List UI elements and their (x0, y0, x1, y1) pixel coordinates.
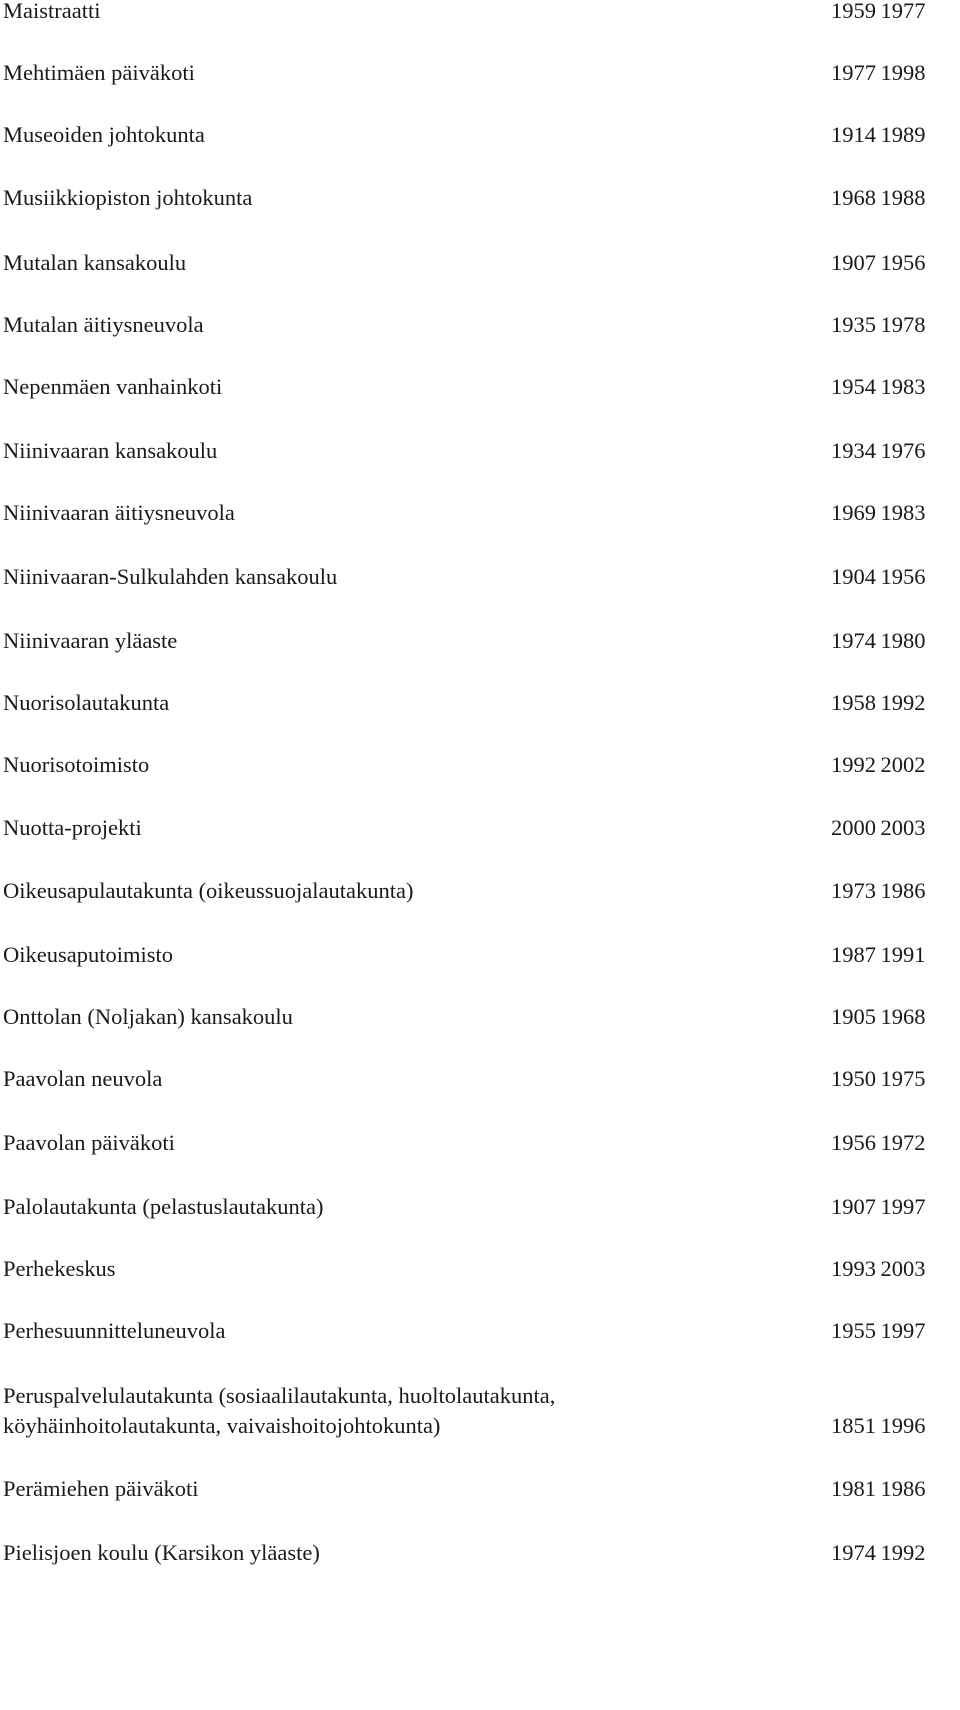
entry-name: Nuorisotoimisto (3, 752, 150, 777)
entry-years: 1904 1956 (831, 564, 926, 589)
entry-years: 1935 1978 (831, 312, 926, 337)
entry-years: 1974 1980 (831, 628, 926, 653)
entry-name: Mutalan äitiysneuvola (3, 312, 204, 337)
entry-name: Pielisjoen koulu (Karsikon yläaste) (3, 1540, 320, 1565)
entry-years: 1969 1983 (831, 500, 926, 525)
entry-years: 1955 1997 (831, 1318, 926, 1343)
entry-name: Perämiehen päiväkoti (3, 1476, 199, 1501)
entry-name: Perhesuunnitteluneuvola (3, 1318, 226, 1343)
entry-years: 1907 1956 (831, 250, 926, 275)
entry-name: Perhekeskus (3, 1256, 116, 1281)
entry-years: 1993 2003 (831, 1256, 926, 1281)
entry-name: Niinivaaran yläaste (3, 628, 178, 653)
entry-years: 1974 1992 (831, 1540, 926, 1565)
entry-name: Niinivaaran kansakoulu (3, 438, 218, 463)
entry-years: 1934 1976 (831, 438, 926, 463)
entry-years: 1907 1997 (831, 1194, 926, 1219)
entry-name: Nuotta-projekti (3, 815, 142, 840)
entry-years: 1954 1983 (831, 374, 926, 399)
entry-name: Niinivaaran äitiysneuvola (3, 500, 235, 525)
entry-name: Musiikkiopiston johtokunta (3, 185, 253, 210)
entry-years: 1977 1998 (831, 60, 926, 85)
entry-years: 1968 1988 (831, 185, 926, 210)
entry-name: Paavolan päiväkoti (3, 1130, 175, 1155)
entry-years: 1958 1992 (831, 690, 926, 715)
entry-years: 1973 1986 (831, 878, 926, 903)
entry-name: Mehtimäen päiväkoti (3, 60, 195, 85)
entry-name: Palolautakunta (pelastuslautakunta) (3, 1194, 324, 1219)
entry-years: 1981 1986 (831, 1476, 926, 1501)
entry-years: 1992 2002 (831, 752, 926, 777)
entry-name: Paavolan neuvola (3, 1066, 163, 1091)
entry-years: 1914 1989 (831, 122, 926, 147)
entry-name: Onttolan (Noljakan) kansakoulu (3, 1004, 293, 1029)
entry-name: Museoiden johtokunta (3, 122, 205, 147)
entry-years: 1959 1977 (831, 0, 926, 23)
entry-name: Oikeusaputoimisto (3, 942, 173, 967)
entry-years: 1987 1991 (831, 942, 926, 967)
entry-name: Nepenmäen vanhainkoti (3, 374, 223, 399)
entry-years: 1905 1968 (831, 1004, 926, 1029)
entry-name: Maistraatti (3, 0, 101, 23)
entry-years: 2000 2003 (831, 815, 926, 840)
entry-name: Nuorisolautakunta (3, 690, 170, 715)
entry-years: 1851 1996 (831, 1413, 926, 1438)
entry-name: Mutalan kansakoulu (3, 250, 187, 275)
entry-years: 1956 1972 (831, 1130, 926, 1155)
entry-name: Oikeusapulautakunta (oikeussuojalautakunta) (3, 878, 414, 903)
entry-name: Niinivaaran-Sulkulahden kansakoulu (3, 564, 338, 589)
entry-years: 1950 1975 (831, 1066, 926, 1091)
entry-name: Peruspalvelulautakunta (sosiaalilautakunta, huoltolautakunta, köyhäinhoitolautakunta, vaivaishoitojohtokunta) (3, 1383, 556, 1438)
